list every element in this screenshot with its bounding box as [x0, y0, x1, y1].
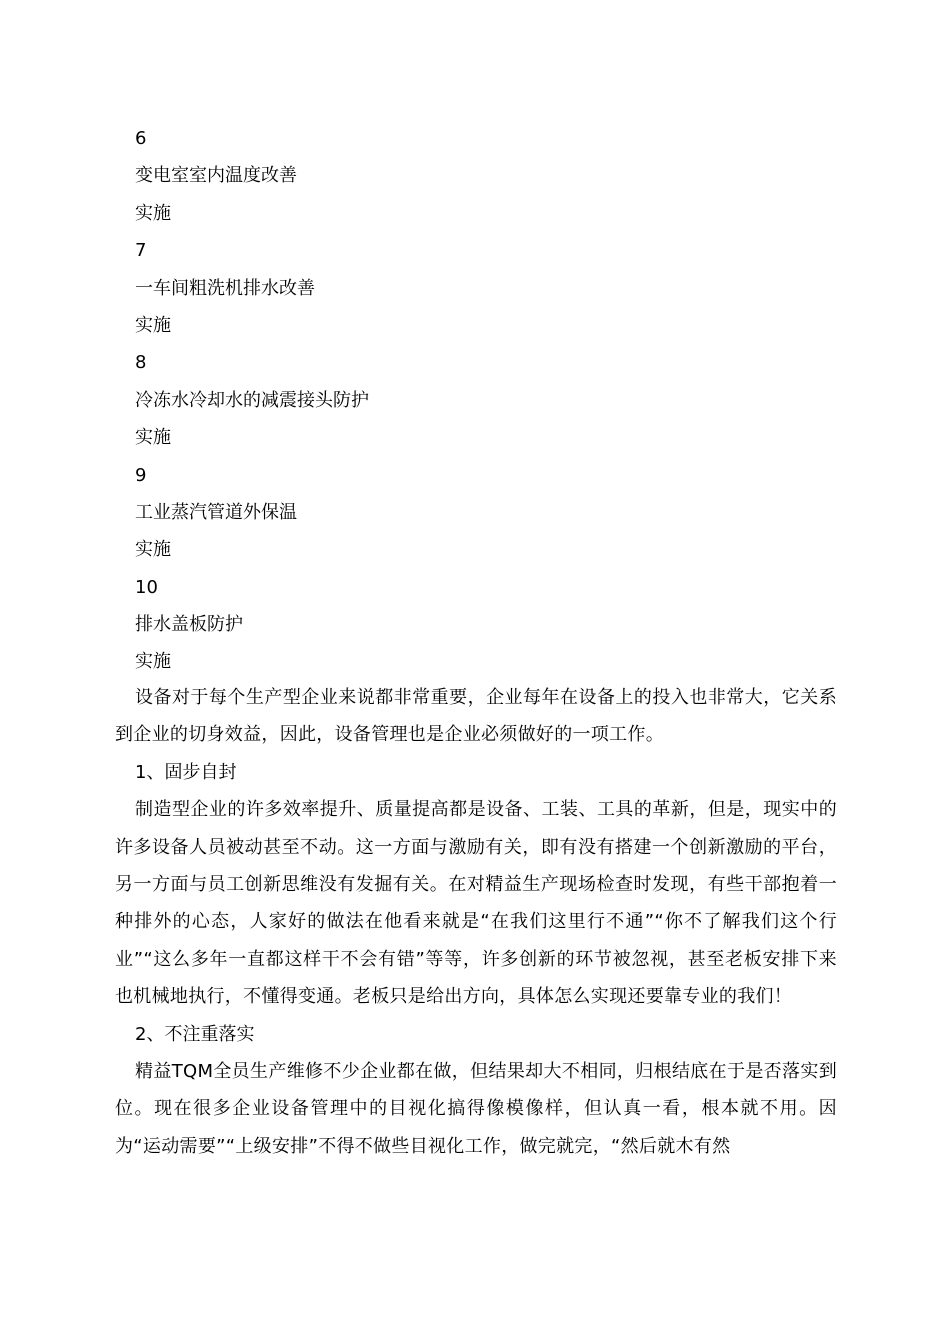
item-status: 实施: [135, 539, 171, 561]
item-title: 工业蒸汽管道外保温: [135, 501, 297, 523]
item-number: 8: [135, 352, 147, 374]
intro-paragraph: 设备对于每个生产型企业来说都非常重要，企业每年在设备上的投入也非常大，它关系到企业的切身效益，因此，设备管理也是企业必须做好的一项工作。: [115, 687, 837, 746]
item-title: 冷冻水冷却水的减震接头防护: [135, 389, 369, 411]
item-number: 6: [135, 128, 147, 149]
section-heading: 1、固步自封: [135, 761, 237, 783]
item-number: 9: [135, 464, 147, 486]
item-status: 实施: [135, 314, 171, 336]
item-title: 变电室室内温度改善: [135, 165, 297, 187]
section-heading: 2、不注重落实: [135, 1023, 255, 1045]
item-title: 一车间粗洗机排水改善: [135, 277, 315, 299]
item-status: 实施: [135, 427, 171, 449]
item-number: 7: [135, 240, 147, 262]
item-title: 排水盖板防护: [135, 614, 243, 636]
section-paragraph: 制造型企业的许多效率提升、质量提高都是设备、工装、工具的革新，但是，现实中的许多设备人员被动甚至不动。这一方面与激励有关，即有没有搭建一个创新激励的平台，另一方面与员工创新思维没有发掘有关。在对精益生产现场检查时发现，有些干部抱着一种排外的心态，人家好的做法在他看来就是“在我们这里行不通”“你不了解我们这个行业”“这么多年一直都这样干不会有错”等等，许多创新的环节被忽视，甚至老板安排下来也机械地执行，不懂得变通。老板只是给出方向，具体怎么实现还要靠专业的我们！: [115, 799, 837, 1008]
section-paragraph: 精益TQM全员生产维修不少企业都在做，但结果却大不相同，归根结底在于是否落实到位。现在很多企业设备管理中的目视化搞得像模像样，但认真一看，根本就不用。因为“运动需要”“上级安排”不得不做些目视化工作，做完就完，“然后就木有然: [115, 1061, 837, 1157]
item-status: 实施: [135, 651, 171, 673]
item-status: 实施: [135, 202, 171, 224]
improvement-list: [135, 120, 835, 681]
item-number: 10: [135, 576, 158, 598]
article-body: [115, 679, 837, 1165]
